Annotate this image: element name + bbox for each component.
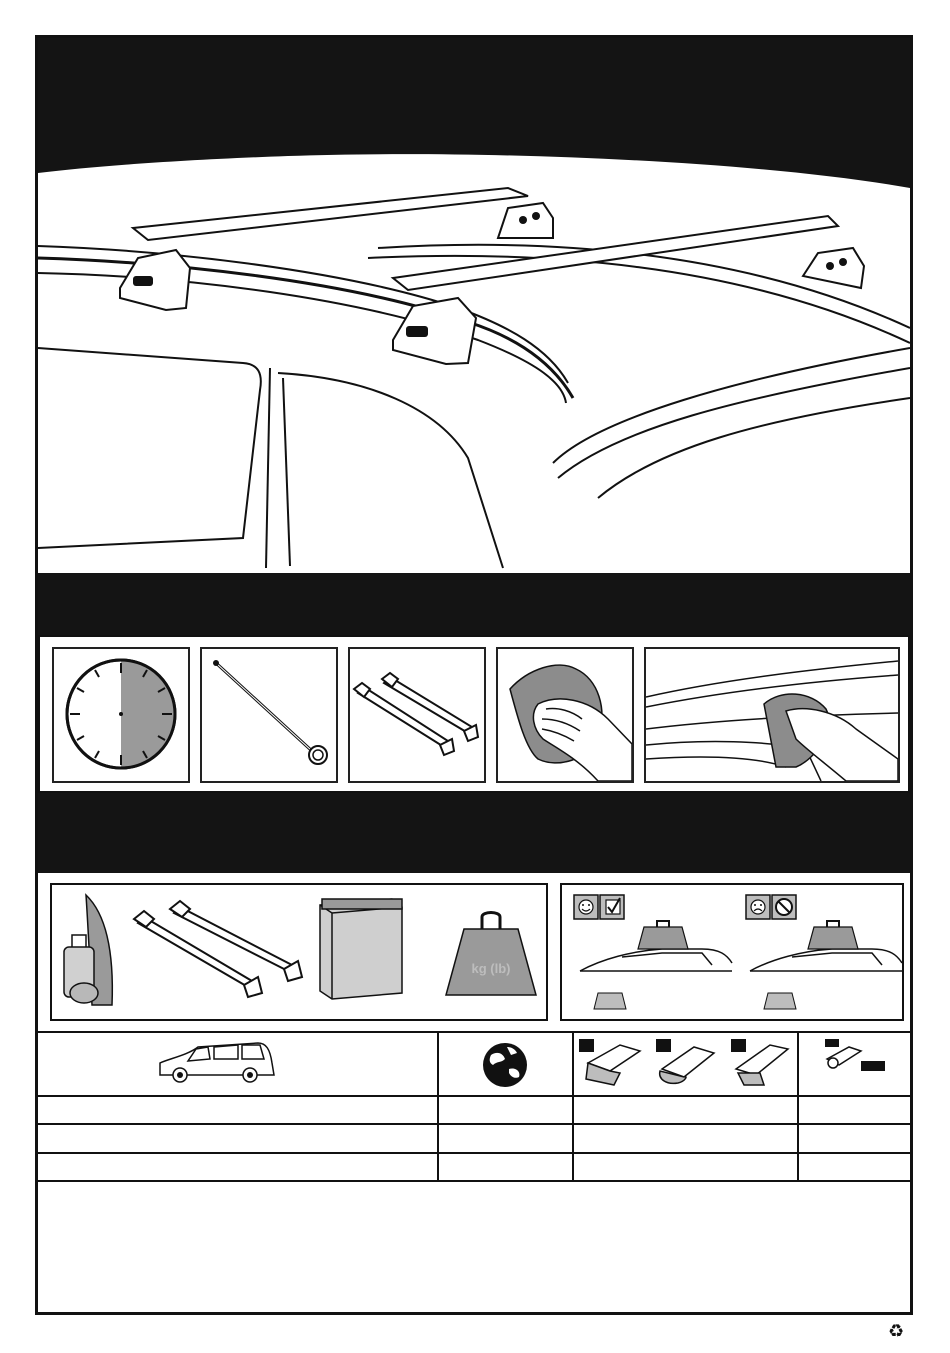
- tool-icon: [202, 649, 336, 781]
- load-position-card: [560, 883, 904, 1021]
- crossbars-card: [348, 647, 486, 783]
- section-band-loading: [38, 793, 910, 873]
- tool-card: [200, 647, 338, 783]
- hero-roofbar-illustration: [38, 158, 910, 578]
- weight-label: kg (lb): [471, 961, 511, 976]
- load-position-illustration: [562, 885, 902, 1019]
- smile-icon: [579, 900, 593, 914]
- table-row: [38, 1154, 437, 1180]
- instruction-sheet: [35, 35, 913, 1315]
- clock-icon: [54, 649, 188, 781]
- notes-area: [38, 1183, 910, 1312]
- load-items-illustration: [52, 885, 546, 1019]
- accessory-illustration: [799, 1033, 910, 1095]
- estate-car-icon: [38, 1033, 437, 1095]
- roof-cleaning-icon: [646, 649, 898, 781]
- checkbox-checked-icon: [606, 898, 620, 914]
- cloth-icon: [498, 649, 632, 781]
- roof-cleaning-card: [644, 647, 900, 783]
- vehicle-header-cell: [38, 1033, 437, 1095]
- region-header-cell: [439, 1033, 572, 1095]
- weight-icon: [446, 913, 536, 996]
- extra-header-cell: [799, 1033, 910, 1095]
- prohibited-icon: [776, 899, 792, 915]
- load-items-card: [50, 883, 548, 1021]
- crossbars-icon: [350, 649, 484, 781]
- preparation-panel: [38, 635, 910, 793]
- foot-type-header-cell: [574, 1033, 797, 1095]
- section-band-tools: [38, 573, 910, 635]
- recycle-icon: ♻: [888, 1321, 905, 1341]
- table-rule: [38, 1180, 910, 1182]
- foot-types-illustration: [574, 1033, 797, 1095]
- time-card: [52, 647, 190, 783]
- table-row: [38, 1125, 437, 1152]
- frown-icon: [751, 900, 765, 914]
- cloth-card: [496, 647, 634, 783]
- table-row: [38, 1097, 437, 1123]
- fitting-table: [38, 1031, 910, 1181]
- globe-icon: [439, 1033, 572, 1095]
